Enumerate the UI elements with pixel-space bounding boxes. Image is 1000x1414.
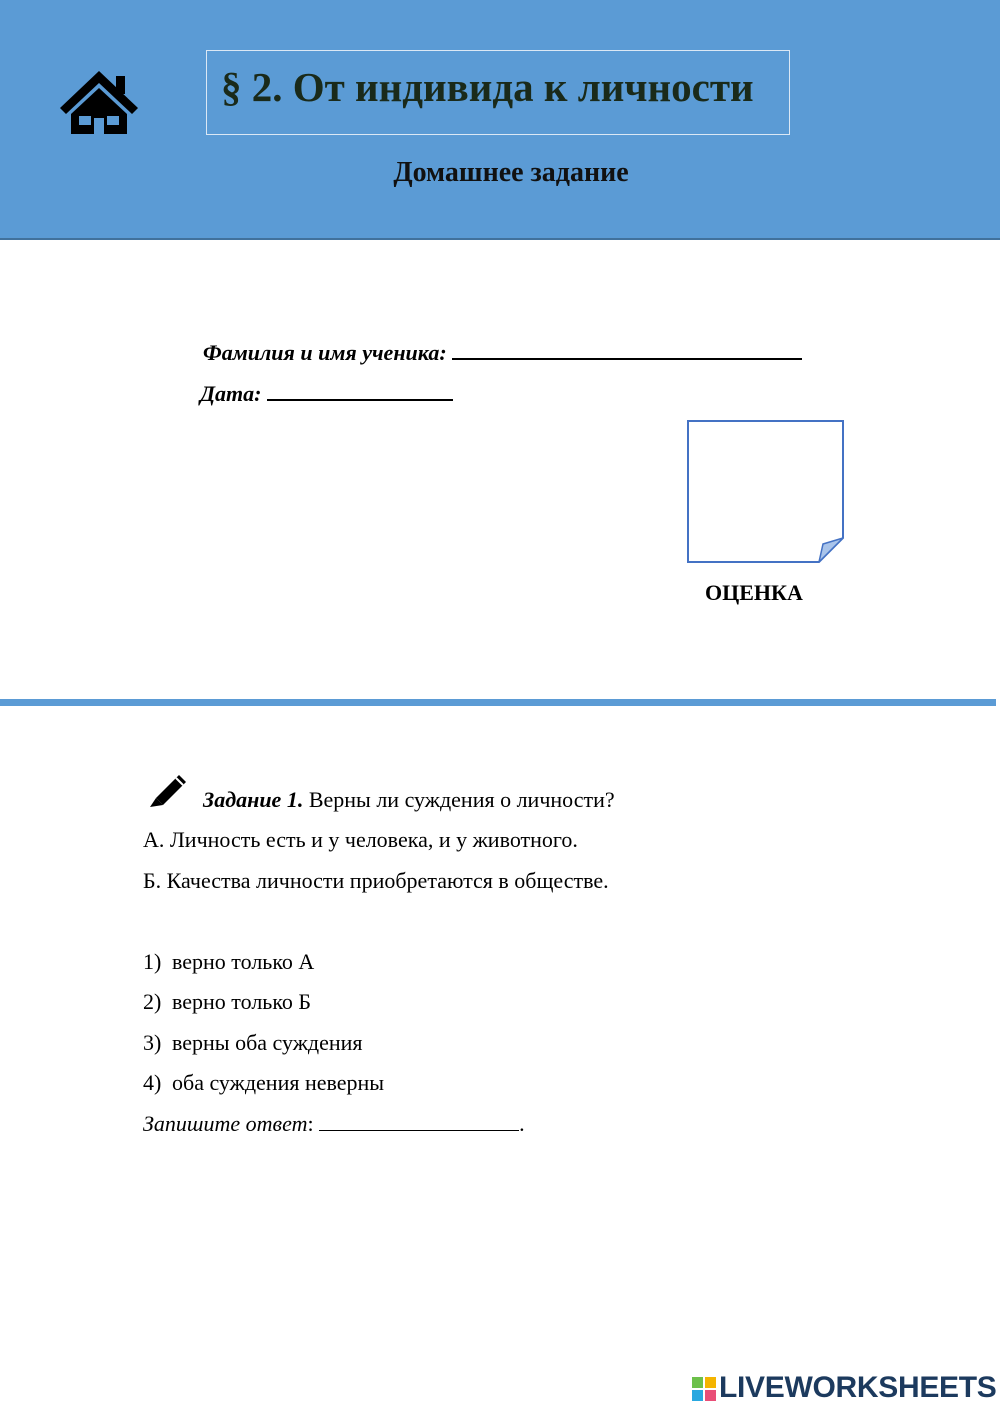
task1-heading <box>203 787 615 813</box>
sticky-note-icon[interactable] <box>687 420 845 563</box>
option-text: верно только Б <box>172 989 312 1014</box>
section-divider <box>0 699 996 706</box>
brand-name: LIVEWORKSHEETS <box>719 1371 997 1404</box>
option-text: оба суждения неверны <box>172 1070 385 1095</box>
option-4[interactable] <box>143 1070 384 1096</box>
answer-label: Запишите ответ <box>143 1111 308 1136</box>
option-number: 1) <box>143 949 162 974</box>
answer-end: . <box>519 1111 525 1136</box>
date-field[interactable] <box>267 381 453 401</box>
home-icon <box>58 68 140 138</box>
statement-a: А. Личность есть и у человека, и у животного. <box>143 827 578 852</box>
task1-question: Верны ли суждения о личности? <box>308 787 615 812</box>
date-label: Дата: <box>200 381 262 406</box>
title-box <box>206 50 790 135</box>
statement-b: Б. Качества личности приобретаются в обществе. <box>143 868 609 893</box>
answer-row <box>143 1111 525 1137</box>
option-2[interactable] <box>143 989 311 1015</box>
header-banner <box>0 0 1000 240</box>
date-row <box>200 381 453 407</box>
option-3[interactable] <box>143 1030 363 1056</box>
option-number: 3) <box>143 1030 162 1055</box>
answer-input[interactable] <box>319 1112 519 1131</box>
pencil-icon <box>146 772 188 808</box>
grade-label: ОЦЕНКА <box>705 580 803 605</box>
student-name-row <box>203 340 802 366</box>
option-number: 2) <box>143 989 162 1014</box>
task1-title: Задание 1. <box>203 787 304 812</box>
page-subtitle: Домашнее задание <box>393 157 629 188</box>
option-text: верно только А <box>172 949 315 974</box>
option-text: верны оба суждения <box>172 1030 363 1055</box>
page-title: § 2. От индивида к личности <box>221 64 754 110</box>
answer-colon: : <box>307 1111 314 1136</box>
student-name-label: Фамилия и имя ученика: <box>203 340 447 365</box>
liveworksheets-logo-icon <box>692 1377 716 1401</box>
option-number: 4) <box>143 1070 162 1095</box>
option-1[interactable] <box>143 949 314 975</box>
student-name-field[interactable] <box>452 340 802 360</box>
